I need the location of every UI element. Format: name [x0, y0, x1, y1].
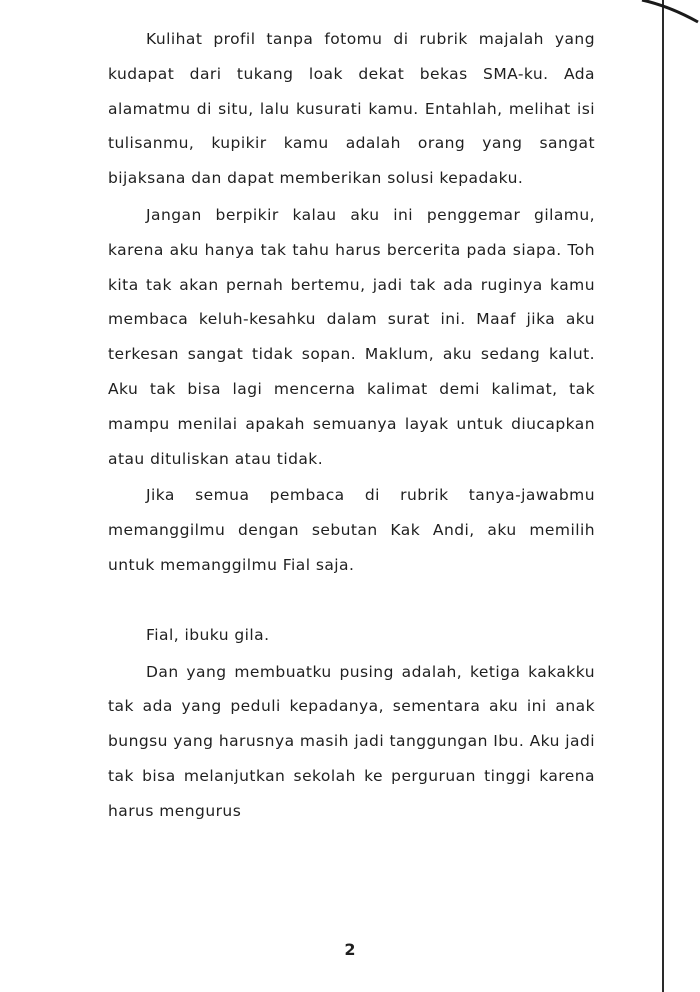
paragraph: Jika semua pembaca di rubrik tanya-jawabmu memanggilmu dengan sebutan Kak Andi, aku memilih untuk memanggilmu Fial saja.	[108, 486, 595, 574]
paragraph: Kulihat profil tanpa fotomu di rubrik majalah yang kudapat dari tukang loak dekat bekas SMA-ku. Ada alamatmu di situ, lalu kusurati kamu. Entahlah, melihat isi tulisanmu, kupikir kamu adalah orang yang sangat bijaksana dan dapat memberikan solusi kepadaku.	[108, 30, 595, 188]
body-text	[108, 22, 595, 829]
paragraph: Dan yang membuatku pusing adalah, ketiga kakakku tak ada yang peduli kepadanya, sementara aku ini anak bungsu yang harusnya masih jadi tanggungan Ibu. Aku jadi tak bisa melanjutkan sekolah ke perguruan tinggi karena harus mengurus	[108, 662, 595, 820]
page-number: 2	[344, 940, 356, 959]
page-edge-line	[662, 0, 664, 992]
paragraph: Jangan berpikir kalau aku ini penggemar gilamu, karena aku hanya tak tahu harus bercerita pada siapa. Toh kita tak akan pernah bertemu, jadi tak ada ruginya kamu membaca keluh-kesahku dalam surat ini. Maaf jika aku terkesan sangat tidak sopan. Maklum, aku sedang kalut. Aku tak bisa lagi mencerna kalimat demi kalimat, tak mampu menilai apakah semuanya layak untuk diucapkan atau dituliskan atau tidak.	[108, 205, 595, 468]
paragraph: Fial, ibuku gila.	[146, 625, 270, 644]
page-corner-curl	[640, 0, 700, 30]
